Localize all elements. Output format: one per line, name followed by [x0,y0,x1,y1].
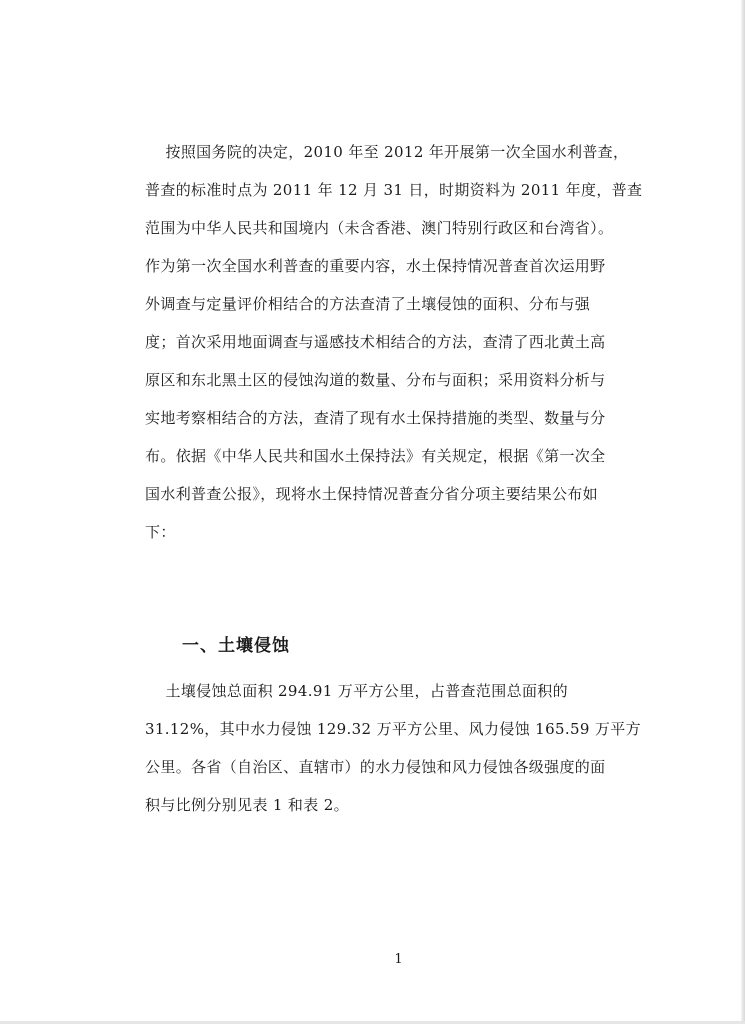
paragraph-line: 普查的标准时点为 2011 年 12 月 31 日，时期资料为 2011 年度，普查 [145,181,643,199]
paragraph-line: 布。依据《中华人民共和国水土保持法》有关规定，根据《第一次全 [145,447,606,465]
paragraph-line: 积与比例分别见表 1 和表 2。 [145,796,349,814]
paragraph-line: 按照国务院的决定，2010 年至 2012 年开展第一次全国水利普查， [145,143,629,161]
paragraph-line: 31.12%，其中水力侵蚀 129.32 万平方公里、风力侵蚀 165.59 万平方 [145,720,641,738]
paragraph-line: 土壤侵蚀总面积 294.91 万平方公里，占普查范围总面积的 [145,682,568,700]
page-number: 1 [394,952,403,967]
paragraph-line: 度；首次采用地面调查与遥感技术相结合的方法，查清了西北黄土高 [145,333,606,351]
paragraph-line: 下： [145,523,176,541]
paragraph-line: 作为第一次全国水利普查的重要内容，水土保持情况普查首次运用野 [145,257,606,275]
scan-edge-shadow [741,0,745,1024]
soil-erosion-paragraph [145,672,665,824]
paragraph-line: 实地考察相结合的方法，查清了现有水土保持措施的类型、数量与分 [145,409,606,427]
paragraph-line: 公里。各省（自治区、直辖市）的水力侵蚀和风力侵蚀各级强度的面 [145,758,606,776]
section-heading: 一、土壤侵蚀 [182,636,290,656]
intro-paragraph [145,133,665,551]
paragraph-line: 范围为中华人民共和国境内（未含香港、澳门特别行政区和台湾省）。 [145,219,614,237]
paragraph-line: 外调查与定量评价相结合的方法查清了土壤侵蚀的面积、分布与强 [145,295,591,313]
paragraph-line: 原区和东北黑土区的侵蚀沟道的数量、分布与面积；采用资料分析与 [145,371,606,389]
paragraph-line: 国水利普查公报》，现将水土保持情况普查分省分项主要结果公布如 [145,485,599,503]
